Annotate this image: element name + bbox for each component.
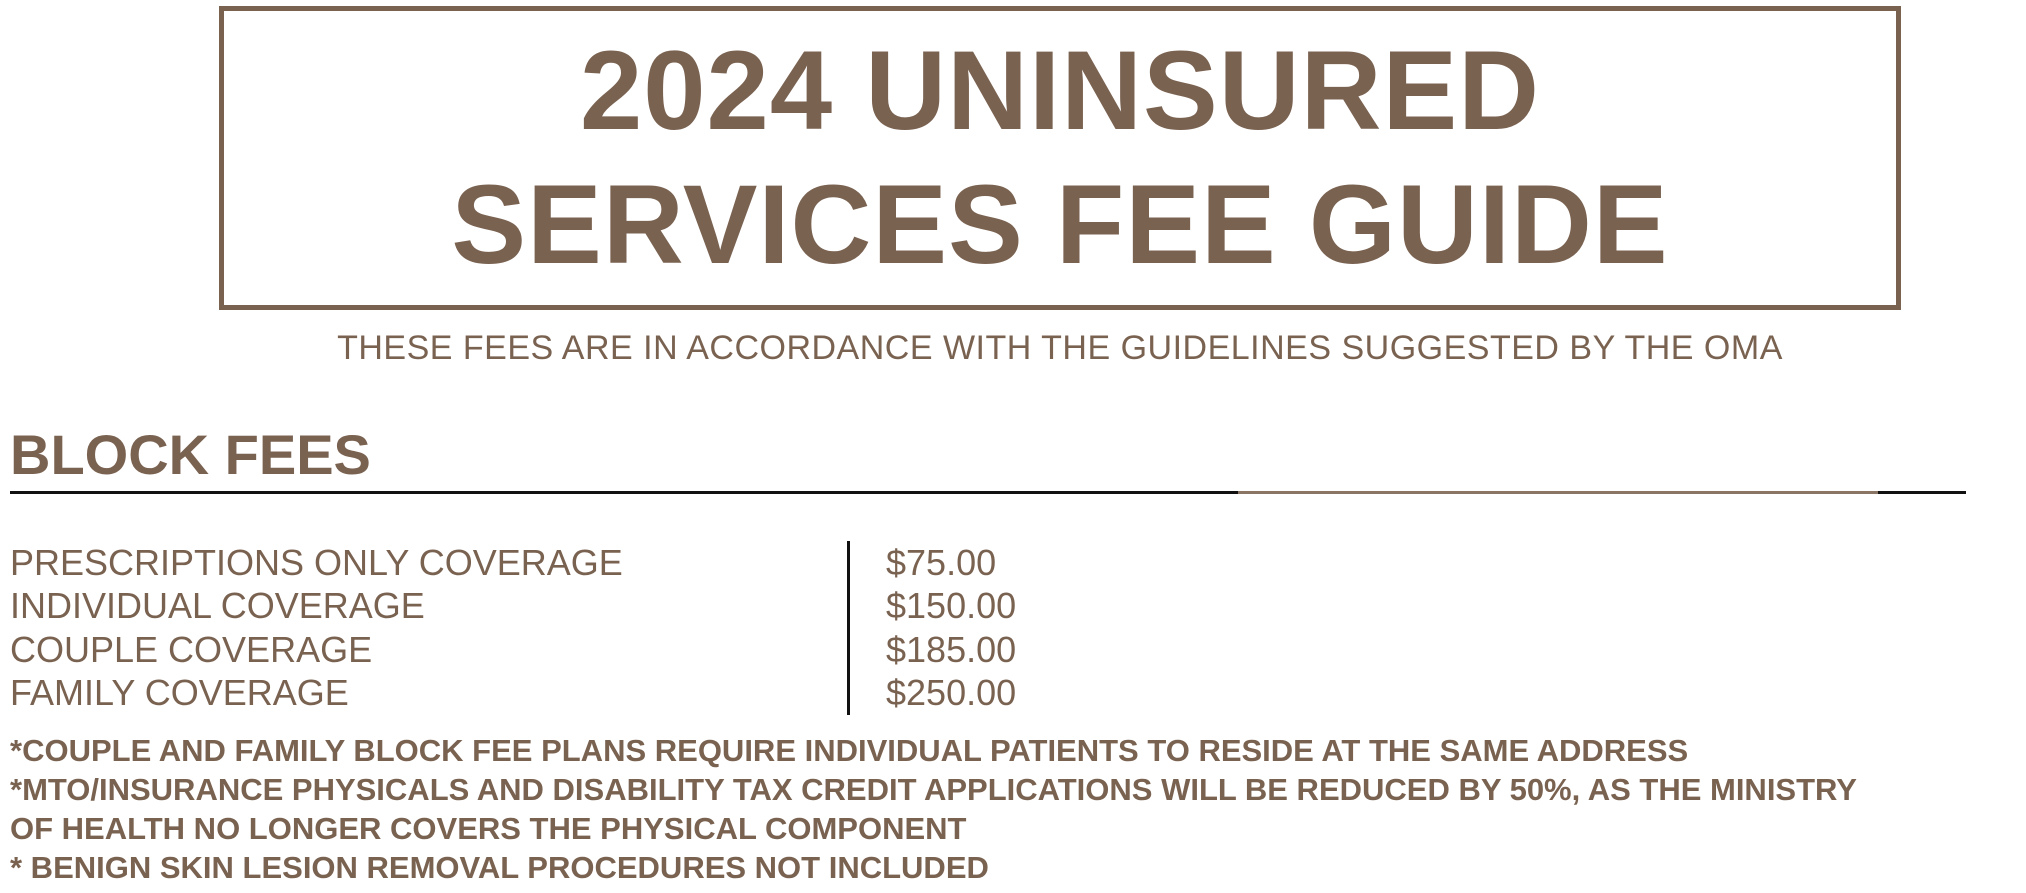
page-title-line-1: 2024 UNINSURED	[579, 28, 1541, 153]
section-divider-accent	[1238, 491, 1878, 494]
fee-label: FAMILY COVERAGE	[10, 672, 349, 714]
title-box	[219, 6, 1901, 310]
note-line: *COUPLE AND FAMILY BLOCK FEE PLANS REQUIRE INDIVIDUAL PATIENTS TO RESIDE AT THE SAME ADDRESS	[10, 733, 1689, 768]
fee-row	[10, 628, 1110, 672]
page-subtitle: THESE FEES ARE IN ACCORDANCE WITH THE GUIDELINES SUGGESTED BY THE OMA	[337, 329, 1783, 367]
fee-amount: $75.00	[886, 541, 997, 583]
note-line: * BENIGN SKIN LESION REMOVAL PROCEDURES NOT INCLUDED	[10, 850, 989, 885]
fee-row	[10, 541, 1110, 585]
table-column-divider	[847, 541, 850, 715]
section-heading: BLOCK FEES	[10, 423, 371, 486]
note-line: *MTO/INSURANCE PHYSICALS AND DISABILITY TAX CREDIT APPLICATIONS WILL BE REDUCED BY 50%, AS THE MINISTRY	[10, 772, 1857, 807]
fee-amount: $185.00	[886, 628, 1017, 670]
fee-label: COUPLE COVERAGE	[10, 628, 373, 670]
note-line: OF HEALTH NO LONGER COVERS THE PHYSICAL COMPONENT	[10, 811, 967, 846]
notes-section	[10, 731, 2020, 887]
fee-row	[10, 672, 1110, 716]
fee-amount: $150.00	[886, 585, 1017, 627]
page-title-line-2: SERVICES FEE GUIDE	[451, 162, 1669, 287]
fee-row	[10, 585, 1110, 629]
fee-amount: $250.00	[886, 672, 1017, 714]
fee-table	[10, 541, 1110, 715]
fee-label: PRESCRIPTIONS ONLY COVERAGE	[10, 541, 623, 583]
fee-label: INDIVIDUAL COVERAGE	[10, 585, 425, 627]
